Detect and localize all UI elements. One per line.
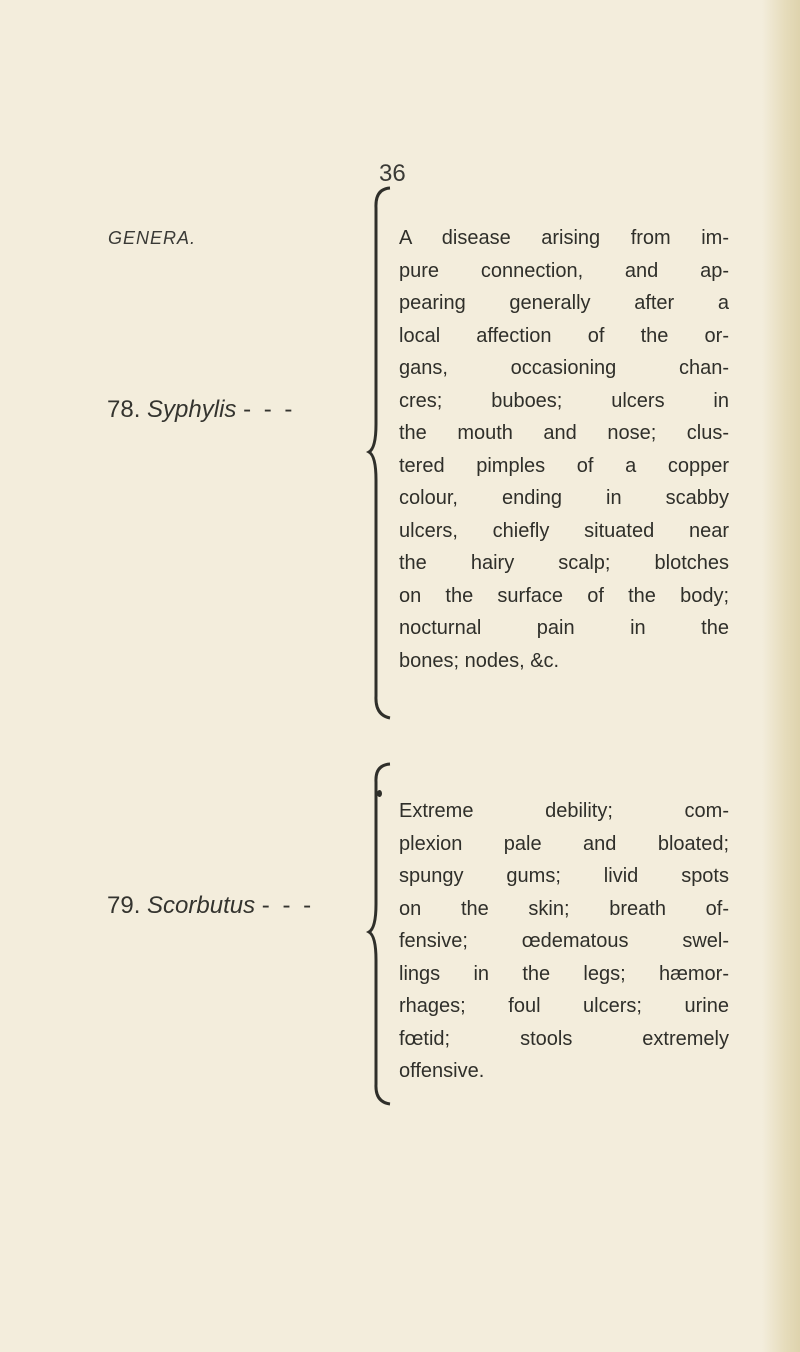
- page-number: 36: [379, 160, 406, 187]
- description-line: tered pimples of a copper: [399, 454, 729, 477]
- description-line: offensive.: [399, 1060, 485, 1082]
- description-line: bones; nodes, &c.: [399, 649, 560, 672]
- brace-syphylis: [366, 186, 396, 720]
- description-line: the hairy scalp; blotches: [399, 552, 729, 574]
- description-line: on the skin; breath of-: [399, 897, 729, 920]
- description-line: spungy gums; livid spots: [399, 865, 729, 887]
- entry-dashes: - - -: [261, 892, 315, 919]
- description-line: the mouth and nose; clus-: [399, 422, 729, 444]
- entry-description-scorbutus: [399, 795, 729, 1088]
- description-line: nocturnal pain in the: [399, 617, 729, 639]
- description-line: A disease arising from im-: [399, 227, 729, 249]
- page-edge: [762, 0, 800, 1352]
- description-line: on the surface of the body;: [399, 584, 729, 607]
- description-line: local affection of the or-: [399, 324, 729, 347]
- entry-name-syphylis: [107, 396, 295, 424]
- description-line: fœtid; stools extremely: [399, 1027, 729, 1050]
- brace-scorbutus: [366, 762, 396, 1106]
- entry-term: Syphylis: [147, 396, 237, 423]
- description-line: fensive; œdematous swel-: [399, 930, 729, 952]
- section-label: GENERA.: [108, 228, 197, 248]
- description-line: rhages; foul ulcers; urine: [399, 995, 729, 1017]
- description-line: cres; buboes; ulcers in: [399, 389, 729, 412]
- description-line: Extreme debility; com-: [399, 800, 729, 822]
- description-line: gans, occasioning chan-: [399, 357, 729, 379]
- entry-number: 78.: [107, 396, 141, 423]
- entry-dashes: - - -: [243, 396, 296, 423]
- description-line: pearing generally after a: [399, 292, 729, 314]
- description-line: colour, ending in scabby: [399, 487, 729, 509]
- description-line: ulcers, chiefly situated near: [399, 519, 729, 542]
- entry-term: Scorbutus: [147, 892, 256, 919]
- entry-number: 79.: [107, 892, 141, 919]
- description-line: plexion pale and bloated;: [399, 832, 729, 855]
- entry-name-scorbutus: [107, 892, 314, 920]
- description-line: pure connection, and ap-: [399, 259, 729, 282]
- description-line: lings in the legs; hæmor-: [399, 962, 729, 985]
- entry-description-syphylis: [399, 222, 729, 677]
